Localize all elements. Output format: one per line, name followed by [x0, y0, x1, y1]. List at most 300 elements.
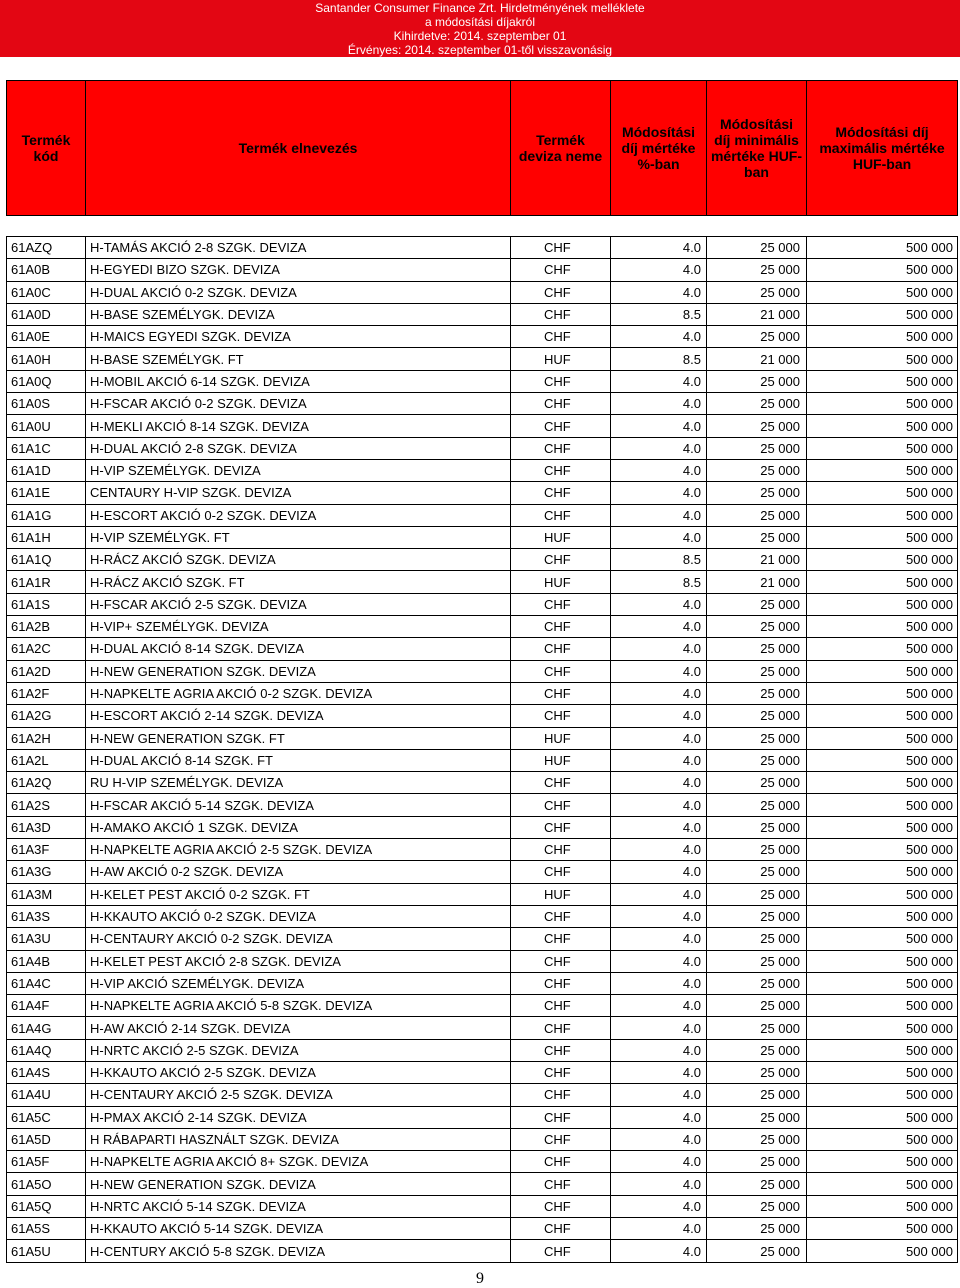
cell-product-code: 61A4S [7, 1062, 86, 1083]
cell-currency: CHF [511, 661, 611, 682]
cell-fee-min: 25 000 [707, 861, 807, 882]
cell-currency: CHF [511, 1040, 611, 1061]
cell-currency: CHF [511, 772, 611, 793]
cell-currency: CHF [511, 973, 611, 994]
cell-product-code: 61A3D [7, 817, 86, 838]
cell-fee-max: 500 000 [807, 415, 958, 436]
cell-fee-percent: 8.5 [611, 304, 707, 325]
cell-currency: HUF [511, 884, 611, 905]
cell-fee-min: 25 000 [707, 1129, 807, 1150]
cell-fee-percent: 4.0 [611, 638, 707, 659]
table-row [7, 326, 958, 348]
cell-product-name: H-NAPKELTE AGRIA AKCIÓ 0-2 SZGK. DEVIZA [86, 683, 511, 704]
cell-product-name: H-VIP+ SZEMÉLYGK. DEVIZA [86, 616, 511, 637]
cell-fee-percent: 4.0 [611, 1107, 707, 1128]
cell-product-name: H-AMAKO AKCIÓ 1 SZGK. DEVIZA [86, 817, 511, 838]
cell-product-name: H-DUAL AKCIÓ 8-14 SZGK. DEVIZA [86, 638, 511, 659]
cell-product-name: H-KKAUTO AKCIÓ 0-2 SZGK. DEVIZA [86, 906, 511, 927]
header-product-code: Termék kód [7, 81, 86, 215]
cell-product-code: 61A1S [7, 594, 86, 615]
cell-product-code: 61A4Q [7, 1040, 86, 1061]
cell-fee-percent: 4.0 [611, 1084, 707, 1105]
cell-fee-percent: 4.0 [611, 1173, 707, 1194]
cell-fee-min: 25 000 [707, 1240, 807, 1261]
cell-fee-percent: 4.0 [611, 794, 707, 815]
cell-product-code: 61A5D [7, 1129, 86, 1150]
table-row [7, 1218, 958, 1240]
cell-fee-min: 25 000 [707, 638, 807, 659]
cell-product-code: 61A0S [7, 393, 86, 414]
cell-fee-max: 500 000 [807, 505, 958, 526]
cell-fee-percent: 4.0 [611, 259, 707, 280]
cell-product-code: 61A5O [7, 1173, 86, 1194]
cell-currency: CHF [511, 393, 611, 414]
cell-fee-percent: 4.0 [611, 683, 707, 704]
table-row [7, 683, 958, 705]
cell-product-code: 61A2H [7, 728, 86, 749]
cell-product-code: 61A0H [7, 348, 86, 369]
cell-product-name: H-VIP SZEMÉLYGK. DEVIZA [86, 460, 511, 481]
cell-fee-percent: 4.0 [611, 393, 707, 414]
cell-fee-max: 500 000 [807, 861, 958, 882]
cell-fee-max: 500 000 [807, 884, 958, 905]
page-number: 9 [476, 1270, 484, 1287]
cell-fee-percent: 4.0 [611, 1062, 707, 1083]
cell-fee-min: 25 000 [707, 527, 807, 548]
cell-product-code: 61A0D [7, 304, 86, 325]
cell-product-name: H-MEKLI AKCIÓ 8-14 SZGK. DEVIZA [86, 415, 511, 436]
cell-fee-min: 25 000 [707, 973, 807, 994]
cell-product-code: 61A1E [7, 482, 86, 503]
cell-product-code: 61A3G [7, 861, 86, 882]
cell-currency: CHF [511, 1129, 611, 1150]
cell-product-name: H-KKAUTO AKCIÓ 2-5 SZGK. DEVIZA [86, 1062, 511, 1083]
cell-fee-min: 25 000 [707, 393, 807, 414]
cell-fee-max: 500 000 [807, 1107, 958, 1128]
table-row [7, 259, 958, 281]
cell-fee-max: 500 000 [807, 371, 958, 392]
cell-product-name: H-FSCAR AKCIÓ 2-5 SZGK. DEVIZA [86, 594, 511, 615]
cell-currency: HUF [511, 348, 611, 369]
table-row [7, 371, 958, 393]
cell-product-code: 61A2B [7, 616, 86, 637]
cell-fee-min: 25 000 [707, 237, 807, 258]
cell-fee-percent: 4.0 [611, 884, 707, 905]
cell-fee-max: 500 000 [807, 594, 958, 615]
table-row [7, 951, 958, 973]
cell-product-code: 61A2S [7, 794, 86, 815]
cell-fee-min: 25 000 [707, 1196, 807, 1217]
cell-currency: CHF [511, 594, 611, 615]
cell-fee-min: 25 000 [707, 661, 807, 682]
table-row [7, 438, 958, 460]
cell-fee-max: 500 000 [807, 705, 958, 726]
cell-product-name: H-KKAUTO AKCIÓ 5-14 SZGK. DEVIZA [86, 1218, 511, 1239]
cell-product-code: 61A0E [7, 326, 86, 347]
cell-product-name: H-NEW GENERATION SZGK. DEVIZA [86, 1173, 511, 1194]
cell-fee-min: 25 000 [707, 794, 807, 815]
cell-product-name: H-MOBIL AKCIÓ 6-14 SZGK. DEVIZA [86, 371, 511, 392]
cell-fee-min: 25 000 [707, 728, 807, 749]
cell-currency: HUF [511, 527, 611, 548]
cell-product-name: H-EGYEDI BIZO SZGK. DEVIZA [86, 259, 511, 280]
cell-fee-percent: 4.0 [611, 527, 707, 548]
cell-fee-min: 21 000 [707, 571, 807, 592]
cell-fee-max: 500 000 [807, 973, 958, 994]
cell-fee-max: 500 000 [807, 638, 958, 659]
cell-fee-max: 500 000 [807, 571, 958, 592]
cell-product-name: H-DUAL AKCIÓ 0-2 SZGK. DEVIZA [86, 282, 511, 303]
cell-currency: HUF [511, 750, 611, 771]
cell-product-code: 61A4U [7, 1084, 86, 1105]
cell-product-name: RU H-VIP SZEMÉLYGK. DEVIZA [86, 772, 511, 793]
banner-line-4: Érvényes: 2014. szeptember 01-től visszavonásig [347, 43, 613, 57]
cell-fee-max: 500 000 [807, 1218, 958, 1239]
cell-fee-max: 500 000 [807, 460, 958, 481]
cell-product-name: H-DUAL AKCIÓ 8-14 SZGK. FT [86, 750, 511, 771]
cell-currency: CHF [511, 995, 611, 1016]
cell-fee-min: 25 000 [707, 906, 807, 927]
cell-fee-max: 500 000 [807, 527, 958, 548]
table-row [7, 661, 958, 683]
cell-product-name: H-KELET PEST AKCIÓ 2-8 SZGK. DEVIZA [86, 951, 511, 972]
cell-product-name: H-VIP AKCIÓ SZEMÉLYGK. DEVIZA [86, 973, 511, 994]
cell-product-code: 61A1D [7, 460, 86, 481]
cell-fee-min: 25 000 [707, 1218, 807, 1239]
cell-currency: CHF [511, 1084, 611, 1105]
cell-fee-percent: 4.0 [611, 728, 707, 749]
table-row [7, 973, 958, 995]
cell-product-name: H-ESCORT AKCIÓ 2-14 SZGK. DEVIZA [86, 705, 511, 726]
cell-fee-percent: 4.0 [611, 482, 707, 503]
table-row [7, 772, 958, 794]
cell-fee-min: 25 000 [707, 839, 807, 860]
cell-fee-max: 500 000 [807, 906, 958, 927]
cell-fee-max: 500 000 [807, 1240, 958, 1261]
table-row [7, 884, 958, 906]
cell-currency: CHF [511, 505, 611, 526]
table-row [7, 460, 958, 482]
cell-currency: CHF [511, 928, 611, 949]
cell-fee-max: 500 000 [807, 951, 958, 972]
cell-fee-max: 500 000 [807, 1017, 958, 1038]
cell-fee-max: 500 000 [807, 237, 958, 258]
table-row [7, 237, 958, 259]
cell-fee-max: 500 000 [807, 616, 958, 637]
cell-product-name: H-FSCAR AKCIÓ 0-2 SZGK. DEVIZA [86, 393, 511, 414]
cell-fee-max: 500 000 [807, 817, 958, 838]
cell-product-name: H-ESCORT AKCIÓ 0-2 SZGK. DEVIZA [86, 505, 511, 526]
table-row [7, 1240, 958, 1262]
cell-fee-percent: 4.0 [611, 326, 707, 347]
cell-fee-max: 500 000 [807, 750, 958, 771]
cell-product-name: H-DUAL AKCIÓ 2-8 SZGK. DEVIZA [86, 438, 511, 459]
cell-fee-max: 500 000 [807, 1084, 958, 1105]
cell-fee-min: 25 000 [707, 415, 807, 436]
cell-fee-max: 500 000 [807, 1151, 958, 1172]
table-row [7, 594, 958, 616]
cell-currency: CHF [511, 1151, 611, 1172]
cell-product-code: 61A5F [7, 1151, 86, 1172]
cell-product-code: 61A0C [7, 282, 86, 303]
cell-product-name: H-AW AKCIÓ 0-2 SZGK. DEVIZA [86, 861, 511, 882]
header-currency: Termék deviza neme [511, 81, 611, 215]
cell-product-name: H-RÁCZ AKCIÓ SZGK. FT [86, 571, 511, 592]
cell-fee-percent: 4.0 [611, 661, 707, 682]
banner-line-2: a módosítási díjakról [424, 15, 536, 29]
cell-fee-percent: 8.5 [611, 571, 707, 592]
cell-fee-min: 25 000 [707, 1151, 807, 1172]
table-row [7, 1040, 958, 1062]
cell-product-name: H-KELET PEST AKCIÓ 0-2 SZGK. FT [86, 884, 511, 905]
cell-fee-min: 25 000 [707, 1017, 807, 1038]
cell-fee-min: 25 000 [707, 1084, 807, 1105]
cell-product-code: 61A0B [7, 259, 86, 280]
table-header [6, 80, 958, 216]
cell-currency: CHF [511, 304, 611, 325]
table-row [7, 995, 958, 1017]
cell-fee-min: 25 000 [707, 683, 807, 704]
table-row [7, 638, 958, 660]
cell-fee-min: 25 000 [707, 995, 807, 1016]
cell-fee-percent: 8.5 [611, 348, 707, 369]
cell-fee-percent: 4.0 [611, 705, 707, 726]
cell-fee-min: 25 000 [707, 594, 807, 615]
cell-currency: CHF [511, 951, 611, 972]
cell-product-name: H-BASE SZEMÉLYGK. FT [86, 348, 511, 369]
table-row [7, 571, 958, 593]
cell-product-name: H-NRTC AKCIÓ 2-5 SZGK. DEVIZA [86, 1040, 511, 1061]
cell-fee-percent: 4.0 [611, 772, 707, 793]
cell-product-code: 61A1H [7, 527, 86, 548]
cell-fee-max: 500 000 [807, 772, 958, 793]
cell-fee-percent: 4.0 [611, 460, 707, 481]
cell-product-code: 61AZQ [7, 237, 86, 258]
cell-currency: CHF [511, 282, 611, 303]
cell-fee-percent: 4.0 [611, 237, 707, 258]
cell-fee-max: 500 000 [807, 1196, 958, 1217]
cell-product-name: H-BASE SZEMÉLYGK. DEVIZA [86, 304, 511, 325]
cell-currency: CHF [511, 817, 611, 838]
table-row [7, 817, 958, 839]
cell-fee-min: 21 000 [707, 549, 807, 570]
table-row [7, 750, 958, 772]
cell-product-name: H RÁBAPARTI HASZNÁLT SZGK. DEVIZA [86, 1129, 511, 1150]
cell-currency: CHF [511, 705, 611, 726]
cell-product-name: CENTAURY H-VIP SZGK. DEVIZA [86, 482, 511, 503]
cell-currency: CHF [511, 861, 611, 882]
cell-fee-max: 500 000 [807, 348, 958, 369]
cell-product-code: 61A1R [7, 571, 86, 592]
cell-fee-percent: 4.0 [611, 282, 707, 303]
cell-fee-min: 25 000 [707, 326, 807, 347]
cell-currency: CHF [511, 1107, 611, 1128]
cell-fee-percent: 8.5 [611, 549, 707, 570]
cell-currency: CHF [511, 1173, 611, 1194]
cell-currency: CHF [511, 1240, 611, 1261]
cell-product-code: 61A3M [7, 884, 86, 905]
cell-product-name: H-TAMÁS AKCIÓ 2-8 SZGK. DEVIZA [86, 237, 511, 258]
cell-product-code: 61A2F [7, 683, 86, 704]
cell-fee-percent: 4.0 [611, 1017, 707, 1038]
table-row [7, 304, 958, 326]
table-row [7, 861, 958, 883]
cell-fee-percent: 4.0 [611, 616, 707, 637]
cell-fee-percent: 4.0 [611, 415, 707, 436]
cell-currency: CHF [511, 839, 611, 860]
cell-fee-max: 500 000 [807, 326, 958, 347]
cell-product-code: 61A5Q [7, 1196, 86, 1217]
table-row [7, 1107, 958, 1129]
cell-product-name: H-RÁCZ AKCIÓ SZGK. DEVIZA [86, 549, 511, 570]
table-row [7, 1017, 958, 1039]
cell-product-code: 61A5S [7, 1218, 86, 1239]
cell-product-name: H-MAICS EGYEDI SZGK. DEVIZA [86, 326, 511, 347]
cell-product-code: 61A1Q [7, 549, 86, 570]
banner-line-1: Santander Consumer Finance Zrt. Hirdetményének melléklete [315, 1, 645, 15]
cell-currency: CHF [511, 482, 611, 503]
table-row [7, 1084, 958, 1106]
cell-fee-percent: 4.0 [611, 750, 707, 771]
cell-fee-percent: 4.0 [611, 1196, 707, 1217]
cell-fee-percent: 4.0 [611, 995, 707, 1016]
cell-fee-max: 500 000 [807, 1062, 958, 1083]
cell-fee-percent: 4.0 [611, 928, 707, 949]
table-row [7, 928, 958, 950]
cell-fee-min: 25 000 [707, 460, 807, 481]
cell-product-name: H-CENTAURY AKCIÓ 2-5 SZGK. DEVIZA [86, 1084, 511, 1105]
cell-fee-percent: 4.0 [611, 1151, 707, 1172]
cell-product-name: H-FSCAR AKCIÓ 5-14 SZGK. DEVIZA [86, 794, 511, 815]
cell-fee-min: 25 000 [707, 1040, 807, 1061]
cell-fee-max: 500 000 [807, 259, 958, 280]
table-row [7, 415, 958, 437]
fee-table [6, 236, 958, 1263]
cell-fee-min: 25 000 [707, 928, 807, 949]
cell-fee-min: 25 000 [707, 817, 807, 838]
cell-currency: HUF [511, 571, 611, 592]
cell-product-name: H-CENTURY AKCIÓ 5-8 SZGK. DEVIZA [86, 1240, 511, 1261]
cell-product-code: 61A0Q [7, 371, 86, 392]
cell-product-name: H-NAPKELTE AGRIA AKCIÓ 8+ SZGK. DEVIZA [86, 1151, 511, 1172]
cell-fee-max: 500 000 [807, 928, 958, 949]
cell-currency: CHF [511, 460, 611, 481]
table-row [7, 839, 958, 861]
cell-fee-max: 500 000 [807, 304, 958, 325]
cell-fee-percent: 4.0 [611, 371, 707, 392]
cell-fee-min: 25 000 [707, 750, 807, 771]
cell-product-code: 61A2L [7, 750, 86, 771]
cell-product-code: 61A2Q [7, 772, 86, 793]
cell-fee-percent: 4.0 [611, 594, 707, 615]
table-row [7, 794, 958, 816]
cell-fee-max: 500 000 [807, 661, 958, 682]
cell-product-name: H-VIP SZEMÉLYGK. FT [86, 527, 511, 548]
cell-fee-max: 500 000 [807, 1173, 958, 1194]
banner-line-3: Kihirdetve: 2014. szeptember 01 [393, 29, 567, 43]
cell-product-name: H-CENTAURY AKCIÓ 0-2 SZGK. DEVIZA [86, 928, 511, 949]
table-row [7, 527, 958, 549]
table-row [7, 482, 958, 504]
cell-fee-max: 500 000 [807, 1129, 958, 1150]
cell-fee-min: 25 000 [707, 772, 807, 793]
table-row [7, 906, 958, 928]
cell-product-name: H-PMAX AKCIÓ 2-14 SZGK. DEVIZA [86, 1107, 511, 1128]
cell-currency: CHF [511, 326, 611, 347]
cell-currency: CHF [511, 1062, 611, 1083]
cell-product-code: 61A5C [7, 1107, 86, 1128]
cell-fee-max: 500 000 [807, 393, 958, 414]
cell-fee-max: 500 000 [807, 482, 958, 503]
cell-currency: CHF [511, 438, 611, 459]
cell-fee-min: 25 000 [707, 616, 807, 637]
cell-product-name: H-NEW GENERATION SZGK. DEVIZA [86, 661, 511, 682]
table-row [7, 393, 958, 415]
cell-fee-min: 25 000 [707, 259, 807, 280]
cell-product-code: 61A4F [7, 995, 86, 1016]
cell-fee-min: 25 000 [707, 482, 807, 503]
table-row [7, 728, 958, 750]
cell-fee-min: 25 000 [707, 884, 807, 905]
cell-product-code: 61A3U [7, 928, 86, 949]
cell-fee-max: 500 000 [807, 995, 958, 1016]
cell-product-code: 61A2D [7, 661, 86, 682]
cell-fee-percent: 4.0 [611, 973, 707, 994]
table-row [7, 348, 958, 370]
cell-fee-percent: 4.0 [611, 906, 707, 927]
cell-fee-min: 25 000 [707, 951, 807, 972]
table-row [7, 549, 958, 571]
cell-fee-max: 500 000 [807, 282, 958, 303]
cell-currency: CHF [511, 794, 611, 815]
cell-fee-percent: 4.0 [611, 1218, 707, 1239]
cell-fee-max: 500 000 [807, 683, 958, 704]
cell-product-code: 61A1C [7, 438, 86, 459]
table-row [7, 1151, 958, 1173]
cell-currency: HUF [511, 728, 611, 749]
cell-fee-percent: 4.0 [611, 1040, 707, 1061]
cell-product-name: H-NEW GENERATION SZGK. FT [86, 728, 511, 749]
cell-product-code: 61A4G [7, 1017, 86, 1038]
cell-product-code: 61A0U [7, 415, 86, 436]
table-row [7, 616, 958, 638]
cell-currency: CHF [511, 683, 611, 704]
cell-product-code: 61A5U [7, 1240, 86, 1261]
table-row [7, 1196, 958, 1218]
cell-product-code: 61A2G [7, 705, 86, 726]
cell-currency: CHF [511, 259, 611, 280]
cell-currency: CHF [511, 638, 611, 659]
cell-product-code: 61A3S [7, 906, 86, 927]
table-row [7, 705, 958, 727]
cell-fee-percent: 4.0 [611, 839, 707, 860]
header-product-name: Termék elnevezés [86, 81, 511, 215]
cell-product-code: 61A1G [7, 505, 86, 526]
header-fee-percent: Módosítási díj mértéke %-ban [611, 81, 707, 215]
cell-product-code: 61A3F [7, 839, 86, 860]
table-row [7, 505, 958, 527]
cell-currency: CHF [511, 1196, 611, 1217]
cell-fee-max: 500 000 [807, 794, 958, 815]
cell-fee-percent: 4.0 [611, 1129, 707, 1150]
cell-fee-max: 500 000 [807, 1040, 958, 1061]
cell-fee-max: 500 000 [807, 839, 958, 860]
table-row [7, 1173, 958, 1195]
cell-product-code: 61A4B [7, 951, 86, 972]
cell-product-name: H-NAPKELTE AGRIA AKCIÓ 2-5 SZGK. DEVIZA [86, 839, 511, 860]
cell-fee-percent: 4.0 [611, 505, 707, 526]
cell-currency: CHF [511, 616, 611, 637]
